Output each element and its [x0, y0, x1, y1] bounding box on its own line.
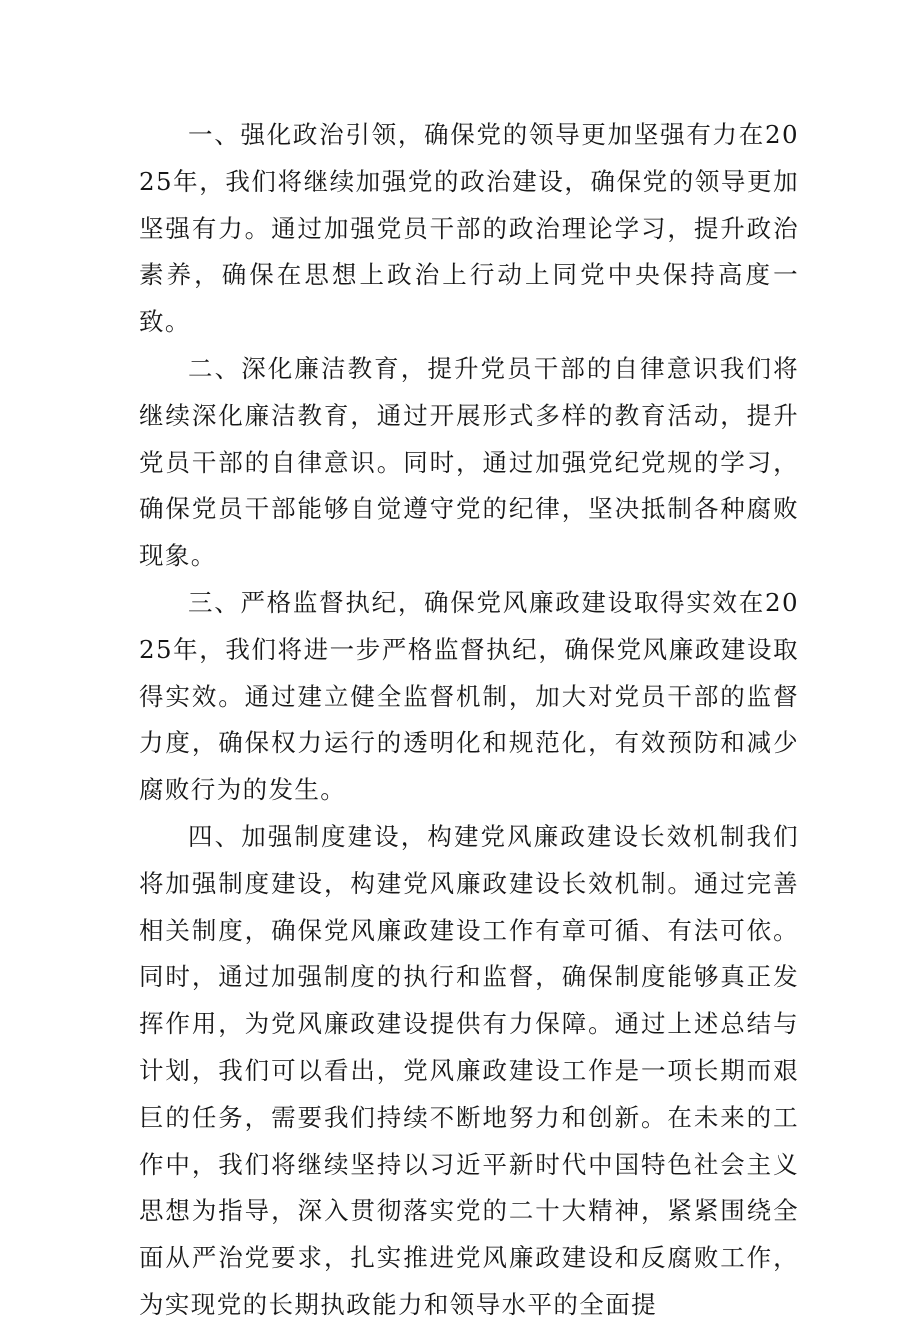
paragraph-political-guidance: 一、强化政治引领，确保党的领导更加坚强有力在2025年，我们将继续加强党的政治建设，确保党的领导更加坚强有力。通过加强党员干部的政治理论学习，提升政治素养，确保在思想上政治上行动上同党中央保持高度一致。 [139, 120, 799, 337]
paragraph-institution-building: 四、加强制度建设，构建党风廉政建设长效机制我们将加强制度建设，构建党风廉政建设长效机制。通过完善相关制度，确保党风廉政建设工作有章可循、有法可依。同时，通过加强制度的执行和监督，确保制度能够真正发挥作用，为党风廉政建设提供有力保障。通过上述总结与计划，我们可以看出，党风廉政建设工作是一项长期而艰巨的任务，需要我们持续不断地努力和创新。在未来的工作中，我们将继续坚持以习近平新时代中国特色社会主义思想为指导，深入贯彻落实党的二十大精神，紧紧围绕全面从严治党要求，扎实推进党风廉政建设和反腐败工作，为实现党的长期执政能力和领导水平的全面提 [139, 821, 799, 1319]
document-body [139, 112, 799, 1329]
paragraph-integrity-education: 二、深化廉洁教育，提升党员干部的自律意识我们将继续深化廉洁教育，通过开展形式多样的教育活动，提升党员干部的自律意识。同时，通过加强党纪党规的学习，确保党员干部能够自觉遵守党的纪律，坚决抵制各种腐败现象。 [139, 353, 799, 571]
paragraph-supervision-discipline: 三、严格监督执纪，确保党风廉政建设取得实效在2025年，我们将进一步严格监督执纪，确保党风廉政建设取得实效。通过建立健全监督机制，加大对党员干部的监督力度，确保权力运行的透明化和规范化，有效预防和减少腐败行为的发生。 [139, 587, 799, 805]
